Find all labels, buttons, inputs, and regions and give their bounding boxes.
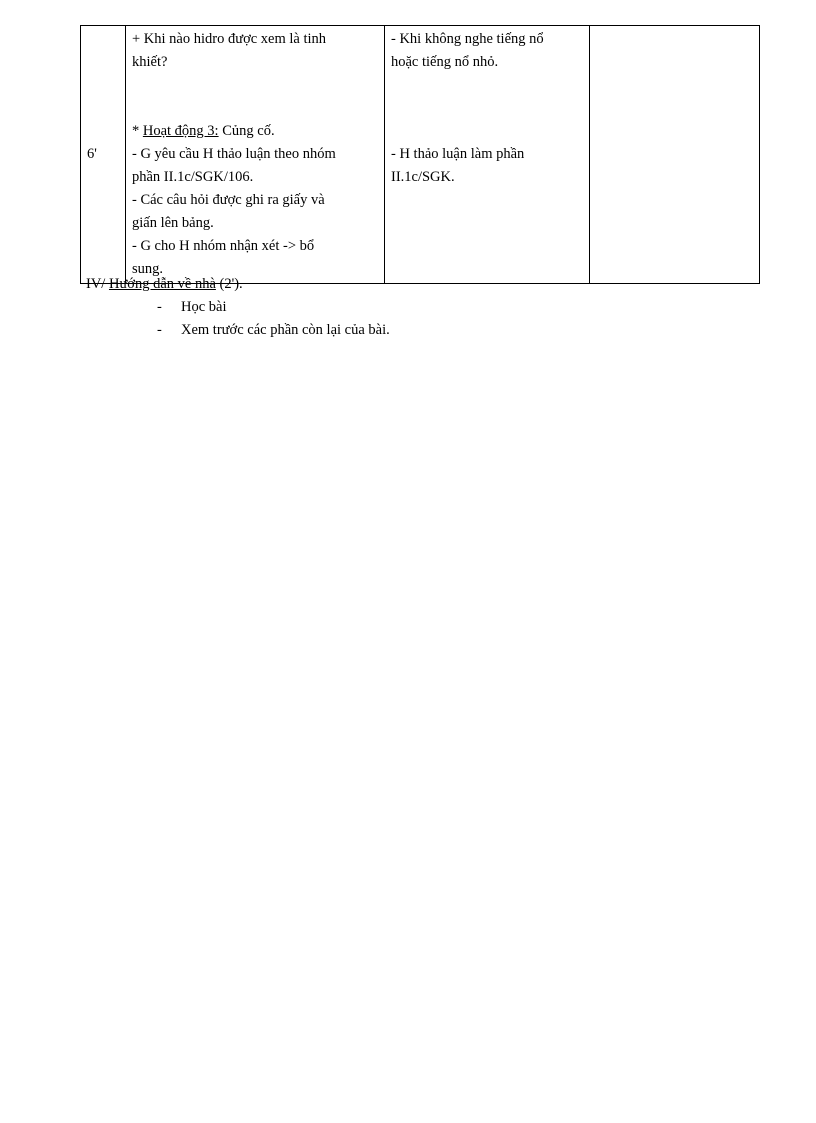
list-item: [157, 296, 390, 319]
student-line-1: - H thảo luận làm phần: [391, 146, 525, 162]
bullet-dash: -: [157, 322, 162, 338]
lesson-table: [80, 25, 760, 284]
time-value: 6': [87, 146, 97, 162]
homework-title: Hướng dẫn về nhà: [108, 276, 216, 292]
homework-list: [157, 296, 390, 342]
teacher-line-3: - Các câu hỏi được ghi ra giấy và: [132, 192, 325, 208]
answer-line-2: hoặc tiếng nổ nhỏ.: [391, 54, 499, 70]
teacher-line-1: - G yêu cầu H thảo luận theo nhóm: [132, 146, 336, 162]
table-row: [81, 26, 760, 284]
list-item-text: Xem trước các phần còn lại của bài.: [181, 322, 390, 338]
teacher-line-2: phần II.1c/SGK/106.: [132, 169, 254, 185]
answer-line-1: - Khi không nghe tiếng nổ: [391, 31, 544, 47]
homework-duration: (2').: [215, 276, 243, 292]
activity-heading: * Hoạt động 3: Củng cố.: [132, 123, 275, 139]
student-line-2: II.1c/SGK.: [391, 169, 455, 185]
list-item-text: Học bài: [181, 299, 227, 315]
section-number: IV/: [86, 276, 109, 292]
question-line-2: khiết?: [132, 54, 168, 70]
homework-heading: [86, 273, 243, 295]
activity-title: Hoạt động 3:: [142, 123, 219, 139]
teacher-activity-cell: [126, 26, 385, 284]
teacher-line-4: giấn lên bảng.: [132, 215, 214, 231]
teacher-line-5: - G cho H nhóm nhận xét -> bổ: [132, 238, 315, 254]
bullet-dash: -: [157, 299, 162, 315]
note-cell: [590, 26, 760, 284]
student-activity-cell: [385, 26, 590, 284]
list-item: [157, 319, 390, 342]
teacher-line-6: sung.: [132, 261, 164, 277]
time-cell: [81, 26, 126, 284]
question-line-1: + Khi nào hidro được xem là tinh: [132, 31, 327, 47]
